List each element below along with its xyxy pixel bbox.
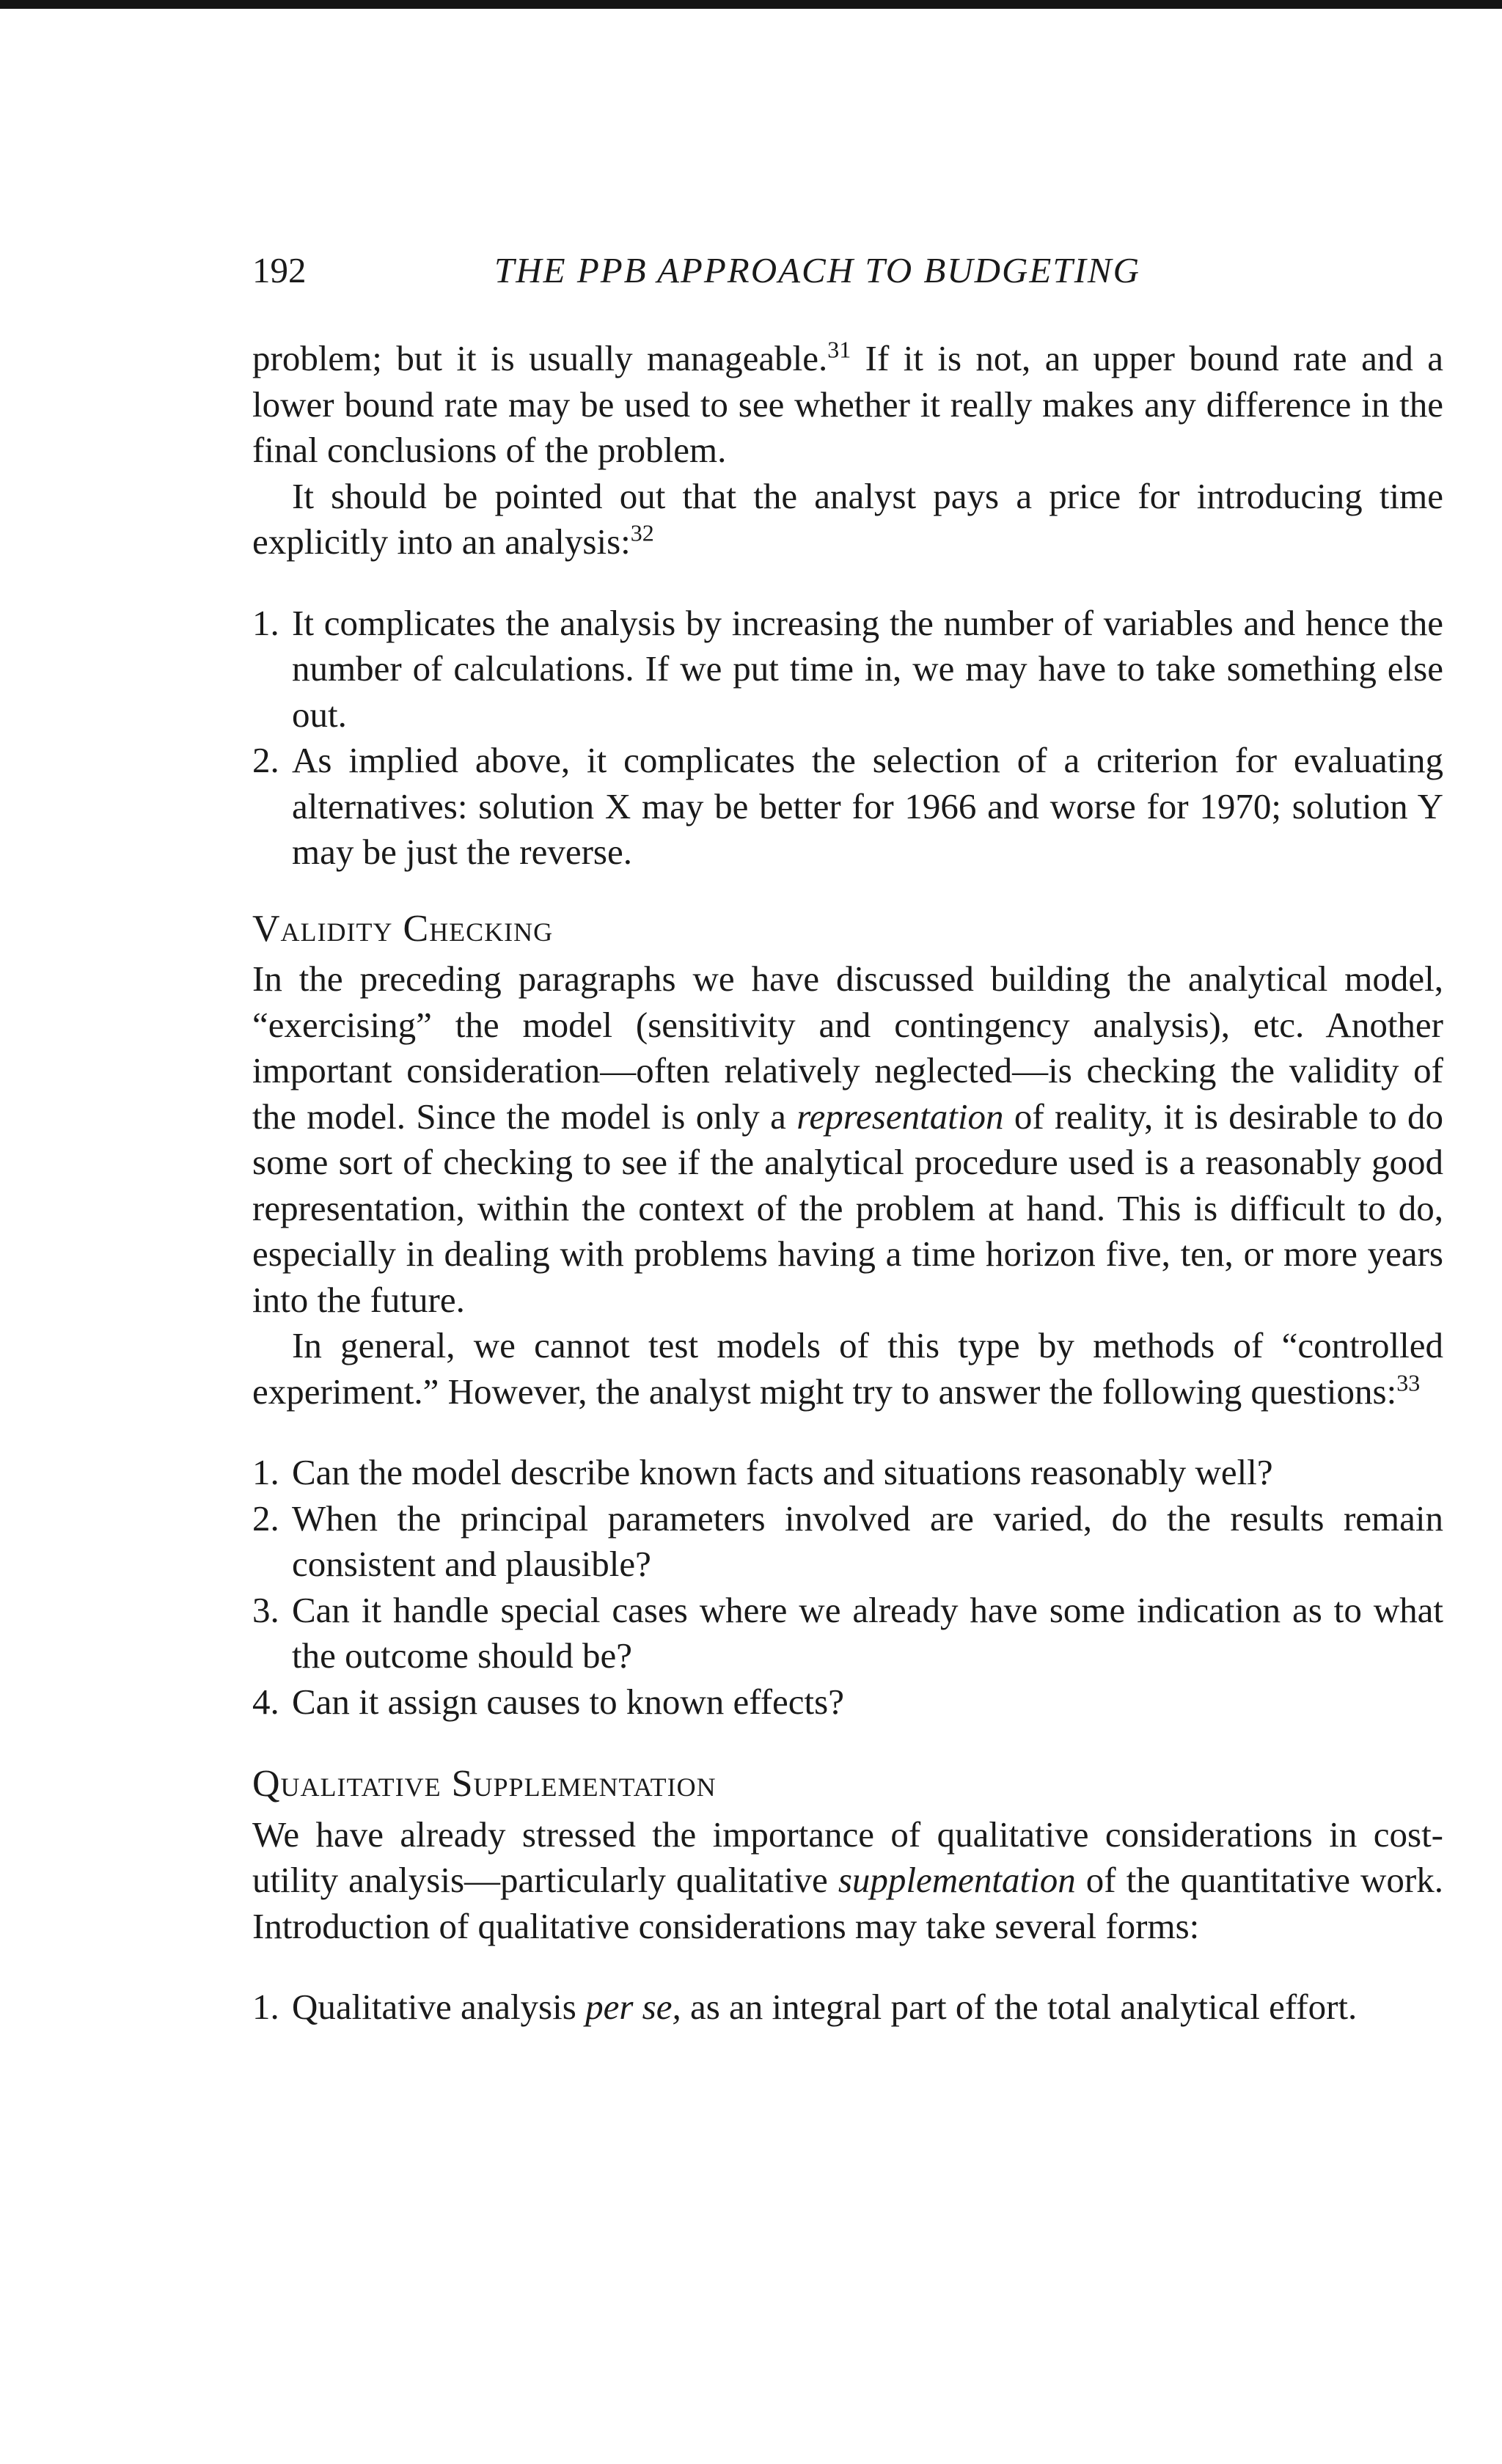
paragraph [252, 956, 1443, 1323]
list-item-text: It complicates the analysis by increasing the number of variables and hence the number of calculations. If we put time in, we may have to take something else out. [292, 602, 1443, 735]
numbered-list [252, 601, 1443, 876]
footnote-ref: 33 [1396, 1369, 1421, 1396]
body-text [252, 336, 1443, 2031]
paragraph [252, 336, 1443, 474]
paragraph-text: It should be pointed out that the analyst pays a price for introducing time explicitly into an analysis: [252, 475, 1443, 562]
list-item [252, 1450, 1443, 1496]
numbered-list [252, 1450, 1443, 1725]
footnote-ref: 31 [827, 336, 851, 363]
emphasis: per se, [585, 1987, 681, 2027]
list-item-text: Can it assign causes to known effects? [292, 1681, 844, 1722]
list-item-text: as an integral part of the total analytical effort. [681, 1987, 1358, 2027]
paragraph [252, 1812, 1443, 1950]
footnote-ref: 32 [630, 519, 654, 546]
list-number: 1. [252, 1452, 279, 1492]
list-item [252, 1679, 1443, 1726]
emphasis: supplementation [838, 1860, 1076, 1900]
emphasis: representation [796, 1096, 1004, 1137]
list-number: 1. [252, 1987, 279, 2027]
list-item-text: As implied above, it complicates the selection of a criterion for evaluating alternatives: solution X may be better for 1966 and worse for 1970; solution Y may be just the reverse. [292, 740, 1443, 872]
list-number: 3. [252, 1589, 279, 1630]
list-number: 1. [252, 602, 279, 643]
section-heading-qualitative: Qualitative Supplementation [252, 1763, 717, 1805]
numbered-list [252, 1984, 1443, 2031]
list-number: 4. [252, 1681, 279, 1722]
list-number: 2. [252, 1497, 279, 1539]
paragraph [252, 474, 1443, 565]
paragraph-text: In the preceding paragraphs we have discussed building the analytical model, “exercising” the model (sensitivity and contingency analysis), etc. Another important consideration—often relatively neglected—is checking the validity of the model. Since the model is only a [252, 958, 1443, 1137]
list-item [252, 738, 1443, 876]
paragraph-text: In general, we cannot test models of this type by methods of “controlled experiment.” However, the analyst might try to answer the following questions: [252, 1325, 1443, 1412]
list-item [252, 1496, 1443, 1588]
paragraph-text: problem; but it is usually manageable. [252, 338, 828, 378]
list-item-text: Can it handle special cases where we already have some indication as to what the outcome should be? [292, 1589, 1443, 1676]
list-item [252, 601, 1443, 738]
paragraph [252, 1323, 1443, 1415]
top-border-rule [0, 0, 1502, 9]
running-head: THE PPB APPROACH TO BUDGETING [494, 250, 1140, 290]
list-item [252, 1588, 1443, 1679]
page-header [252, 249, 1443, 293]
paragraph-text: We have already stressed the importance of qualitative considerations in cost-utility analysis—particularly qualitative [252, 1814, 1443, 1900]
paragraph-text: If it is not, an upper bound rate and a lower bound rate may be used to see whether it really makes any difference in the final conclusions of the problem. [252, 338, 1443, 470]
list-item-text: Can the model describe known facts and situations reasonably well? [292, 1452, 1273, 1492]
list-item-text: When the principal parameters involved are varied, do the results remain consistent and plausible? [292, 1497, 1443, 1584]
list-item [252, 1984, 1443, 2031]
list-number: 2. [252, 740, 279, 780]
paragraph-text: of the quantitative work. Introduction of qualitative considerations may take several forms: [252, 1860, 1443, 1946]
section-heading-validity: Validity Checking [252, 907, 554, 950]
page-number: 192 [252, 250, 307, 290]
list-item-text: Qualitative analysis [292, 1987, 586, 2027]
paragraph-text: of reality, it is desirable to do some sort of checking to see if the analytical procedure used is a reasonably good representation, within the context of the problem at hand. This is difficult to do, especially in dealing with problems having a time horizon five, ten, or more years into the future. [252, 1096, 1443, 1320]
